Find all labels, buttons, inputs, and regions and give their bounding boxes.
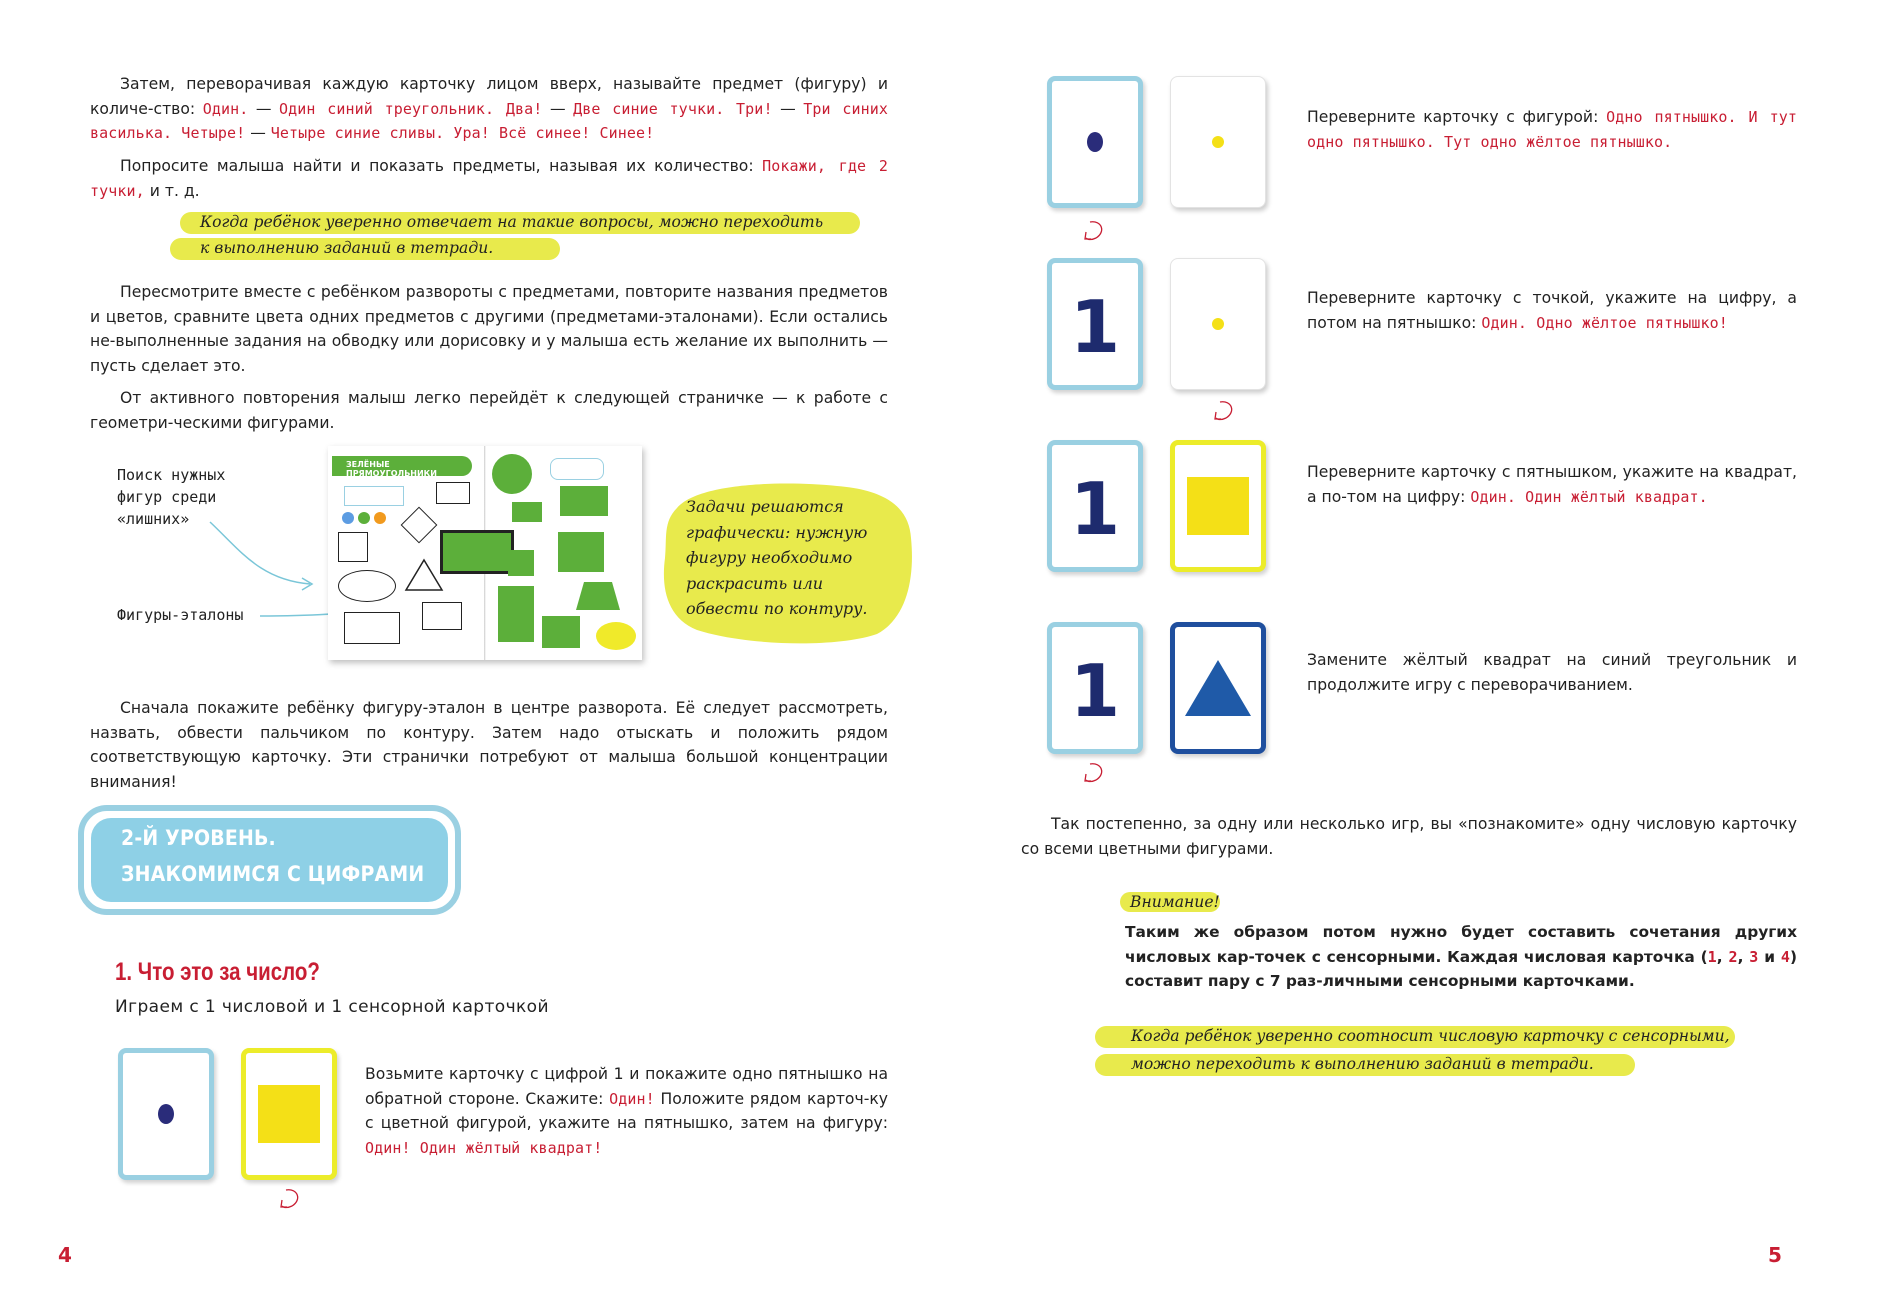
book-title-bar: ЗЕЛЁНЫЕ ПРЯМОУГОЛЬНИКИ [332,456,472,476]
label-search: Поиск нужных фигур среди «лишних» [117,466,226,528]
page-number-right: 5 [1768,1243,1782,1267]
attention-text: Таким же образом потом нужно будет составить сочетания других числовых кар-точек с сенсорными. Каждая числовая карточка (1, 2, 3 и 4) составит пару с 7 раз-личными сенсорными карточками. [1125,923,1798,990]
card-navy-dot [1047,76,1143,208]
card-digit-1: 1 [1047,440,1143,572]
flip-arrow-icon [1080,218,1110,244]
right-page [945,0,1890,1299]
flip-arrow-icon [1080,760,1110,786]
flip-arrow-icon [1210,398,1240,424]
paragraph-geometry: От активного повторения малыш легко перейдёт к следующей страничке — к работе с геометри-ческими фигурами. [90,389,888,432]
card-digit-1: 1 [1047,258,1143,390]
book-spread-thumbnail [328,446,642,660]
paragraph-r3: Переверните карточку с пятнышком, укажите на квадрат, а по-том на цифру: Один. Один жёлтый квадрат. [1307,463,1797,506]
paragraph-r5: Так постепенно, за одну или несколько игр, вы «познакомите» одну числовую карточку со всеми цветными фигурами. [1021,815,1797,858]
card-yellow-square [1170,440,1266,572]
paragraph-find-items: Попросите малыша найти и показать предметы, называя их количество: Покажи, где 2 тучки, и т. д. [90,157,888,200]
paragraph-r4: Замените жёлтый квадрат на синий треугольник и продолжите игру с переворачиванием. [1307,651,1797,694]
page-number-left: 4 [58,1243,72,1267]
flip-arrow-icon [276,1186,306,1212]
number-card-dot [118,1048,214,1180]
section-title: 1. Что это за число? [115,958,320,986]
paragraph-intro: Затем, переворачивая каждую карточку лицом вверх, называйте предмет (фигуру) и количе-ство: Один. — Один синий треугольник. Два! — Две синие тучки. Три! — Три синих василька. Четыре! — Четыре синие сливы. Ура! Всё синее! Синее! [90,75,889,142]
marker-note-1: Когда ребёнок уверенно отвечает на такие вопросы, можно переходить к выполнению заданий в тетради. [170,208,870,264]
card-yellow-dot [1170,258,1266,390]
paragraph-take-card: Возьмите карточку с цифрой 1 и покажите одно пятнышко на обратной стороне. Скажите: Один! Положите рядом карточ-ку с цветной фигурой, укажите на пятнышко, затем на фигуру: Один! Один жёлтый квадрат! [365,1065,888,1157]
paragraph-r1: Переверните карточку с фигурой: Одно пятнышко. И тут одно пятнышко. Тут одно жёлтое пятнышко. [1307,108,1797,151]
sensory-card-yellow-square [241,1048,337,1180]
paragraph-etalon: Сначала покажите ребёнку фигуру-эталон в центре разворота. Её следует рассмотреть, назвать, обвести пальчиком по контуру. Затем надо отыскать и положить рядом соответствующую карточку. Эти странички потребуют от малыша большой концентрации внимания! [90,699,888,791]
section-subtitle: Играем с 1 числовой и 1 сенсорной карточкой [115,997,549,1017]
paragraph-review: Пересмотрите вместе с ребёнком развороты с предметами, повторите названия предметов и цветов, сравните цвета одних предметов с другими (предметами-эталонами). Если остались не-выполненные задания на обводку или дорисовку и у малыша есть желание их выполнить — пусть сделает это. [90,283,888,375]
attention-label: Внимание! [1120,888,1240,916]
card-digit-1: 1 [1047,622,1143,754]
blob-text: Задачи решаются графически: нужную фигуру необходимо раскрасить или обвести по контуру. [686,497,868,618]
label-etalon: Фигуры-эталоны [117,606,244,624]
card-yellow-dot [1170,76,1266,208]
marker-note-2: Когда ребёнок уверенно соотносит числовую карточку с сенсорными, можно переходить к выполнению заданий в тетради. [1095,1022,1735,1080]
level-2-banner: 2-Й УРОВЕНЬ. ЗНАКОМИМСЯ С ЦИФРАМИ [77,804,462,916]
paragraph-r2: Переверните карточку с точкой, укажите на цифру, а потом на пятнышко: Один. Одно жёлтое пятнышко! [1307,289,1797,332]
card-blue-triangle [1170,622,1266,754]
